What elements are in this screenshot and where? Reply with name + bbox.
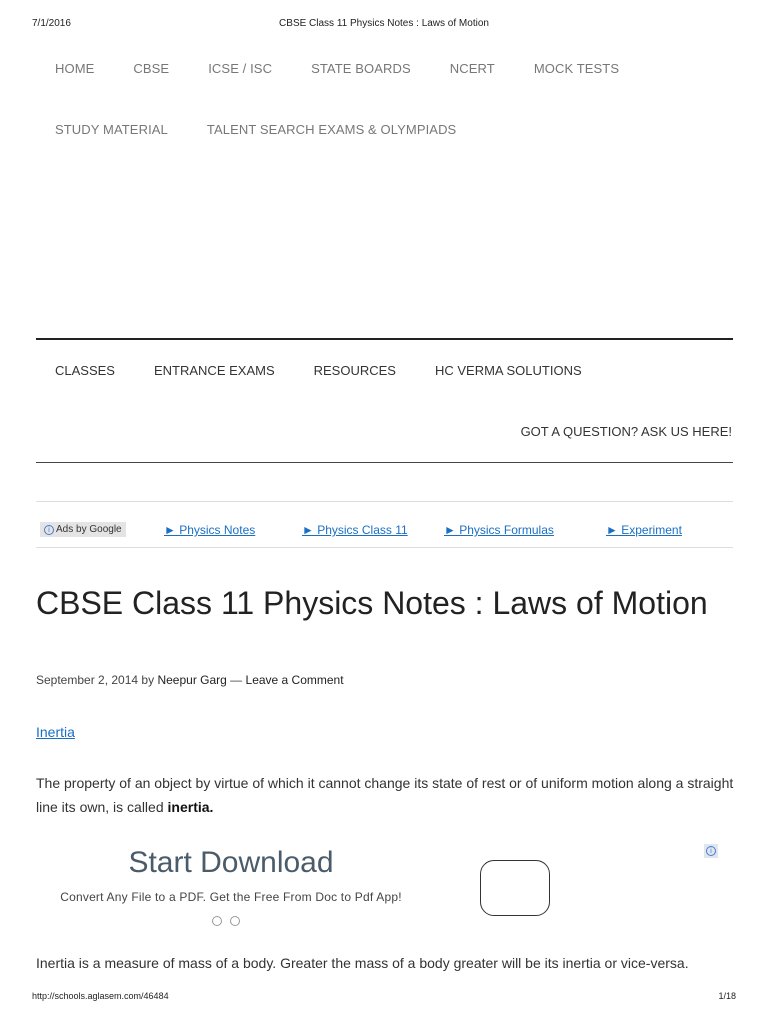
paragraph-inertia-definition [36,771,736,819]
ads-label-text: Ads by Google [56,524,122,535]
nav-talent-search[interactable]: TALENT SEARCH EXAMS & OLYMPIADS [206,121,457,137]
ad-subtitle: Convert Any File to a PDF. Get the Free From Doc to Pdf App! [60,890,402,904]
post-date: September 2, 2014 [36,673,139,687]
inertia-heading-link[interactable]: Inertia [36,724,75,740]
ads-by-google-label[interactable] [40,522,126,537]
post-title: CBSE Class 11 Physics Notes : Laws of Motion [36,585,708,621]
print-title: CBSE Class 11 Physics Notes : Laws of Motion [279,18,489,29]
ask-question-link[interactable]: GOT A QUESTION? ASK US HERE! [520,424,732,439]
print-header [0,18,768,32]
nav-icse-isc[interactable]: ICSE / ISC [208,60,273,76]
meta-separator: — [230,673,243,687]
carousel-dot[interactable] [212,916,222,926]
post-by: by [141,673,155,687]
nav-ncert[interactable]: NCERT [449,60,495,76]
display-ad[interactable] [36,840,732,940]
print-page-number: 1/18 [718,991,736,1001]
top-nav [36,52,736,145]
ad-link-experiment[interactable]: ► Experiment [606,523,682,537]
info-icon: i [44,525,54,535]
ad-choices-icon[interactable] [704,844,718,858]
secondary-nav [36,356,602,384]
nav-state-boards[interactable]: STATE BOARDS [311,60,411,76]
nav-resources[interactable]: RESOURCES [313,362,396,378]
nav-classes[interactable]: CLASSES [55,362,115,378]
print-url: http://schools.aglasem.com/46484 [32,991,169,1001]
post-author-link[interactable]: Neepur Garg [157,673,227,687]
ad-cta-button[interactable] [480,860,550,916]
ad-carousel-dots [212,916,240,926]
print-footer [0,991,768,1005]
ad-title[interactable]: Start Download [128,846,334,879]
ads-divider-bottom [36,547,733,548]
para1-text: The property of an object by virtue of which it cannot change its state of rest or of uniform motion along a straight line its own, is called [36,775,734,815]
divider-thick [36,338,733,340]
nav-entrance-exams[interactable]: ENTRANCE EXAMS [153,362,275,378]
info-icon: i [706,846,716,856]
ad-link-physics-formulas[interactable]: ► Physics Formulas [444,523,554,537]
nav-study-material[interactable]: STUDY MATERIAL [55,121,168,137]
paragraph-inertia-mass: Inertia is a measure of mass of a body. Greater the mass of a body greater will be its inertia or vice-versa. [36,955,689,971]
ads-bar [40,520,730,540]
ad-link-physics-class-11[interactable]: ► Physics Class 11 [302,523,408,537]
ads-divider-top [36,501,733,502]
nav-mock-tests[interactable]: MOCK TESTS [533,60,620,76]
top-nav-row-1 [36,52,736,84]
para1-bold: inertia. [167,799,214,815]
ad-link-physics-notes[interactable]: ► Physics Notes [164,523,256,537]
print-date: 7/1/2016 [32,18,71,29]
carousel-dot[interactable] [230,916,240,926]
nav-home[interactable]: HOME [55,60,95,76]
divider-thin [36,462,733,463]
nav-hc-verma[interactable]: HC VERMA SOLUTIONS [434,362,582,378]
nav-cbse[interactable]: CBSE [133,60,170,76]
leave-comment-link[interactable]: Leave a Comment [245,673,344,687]
top-nav-row-2 [36,113,736,145]
post-meta [36,673,344,687]
